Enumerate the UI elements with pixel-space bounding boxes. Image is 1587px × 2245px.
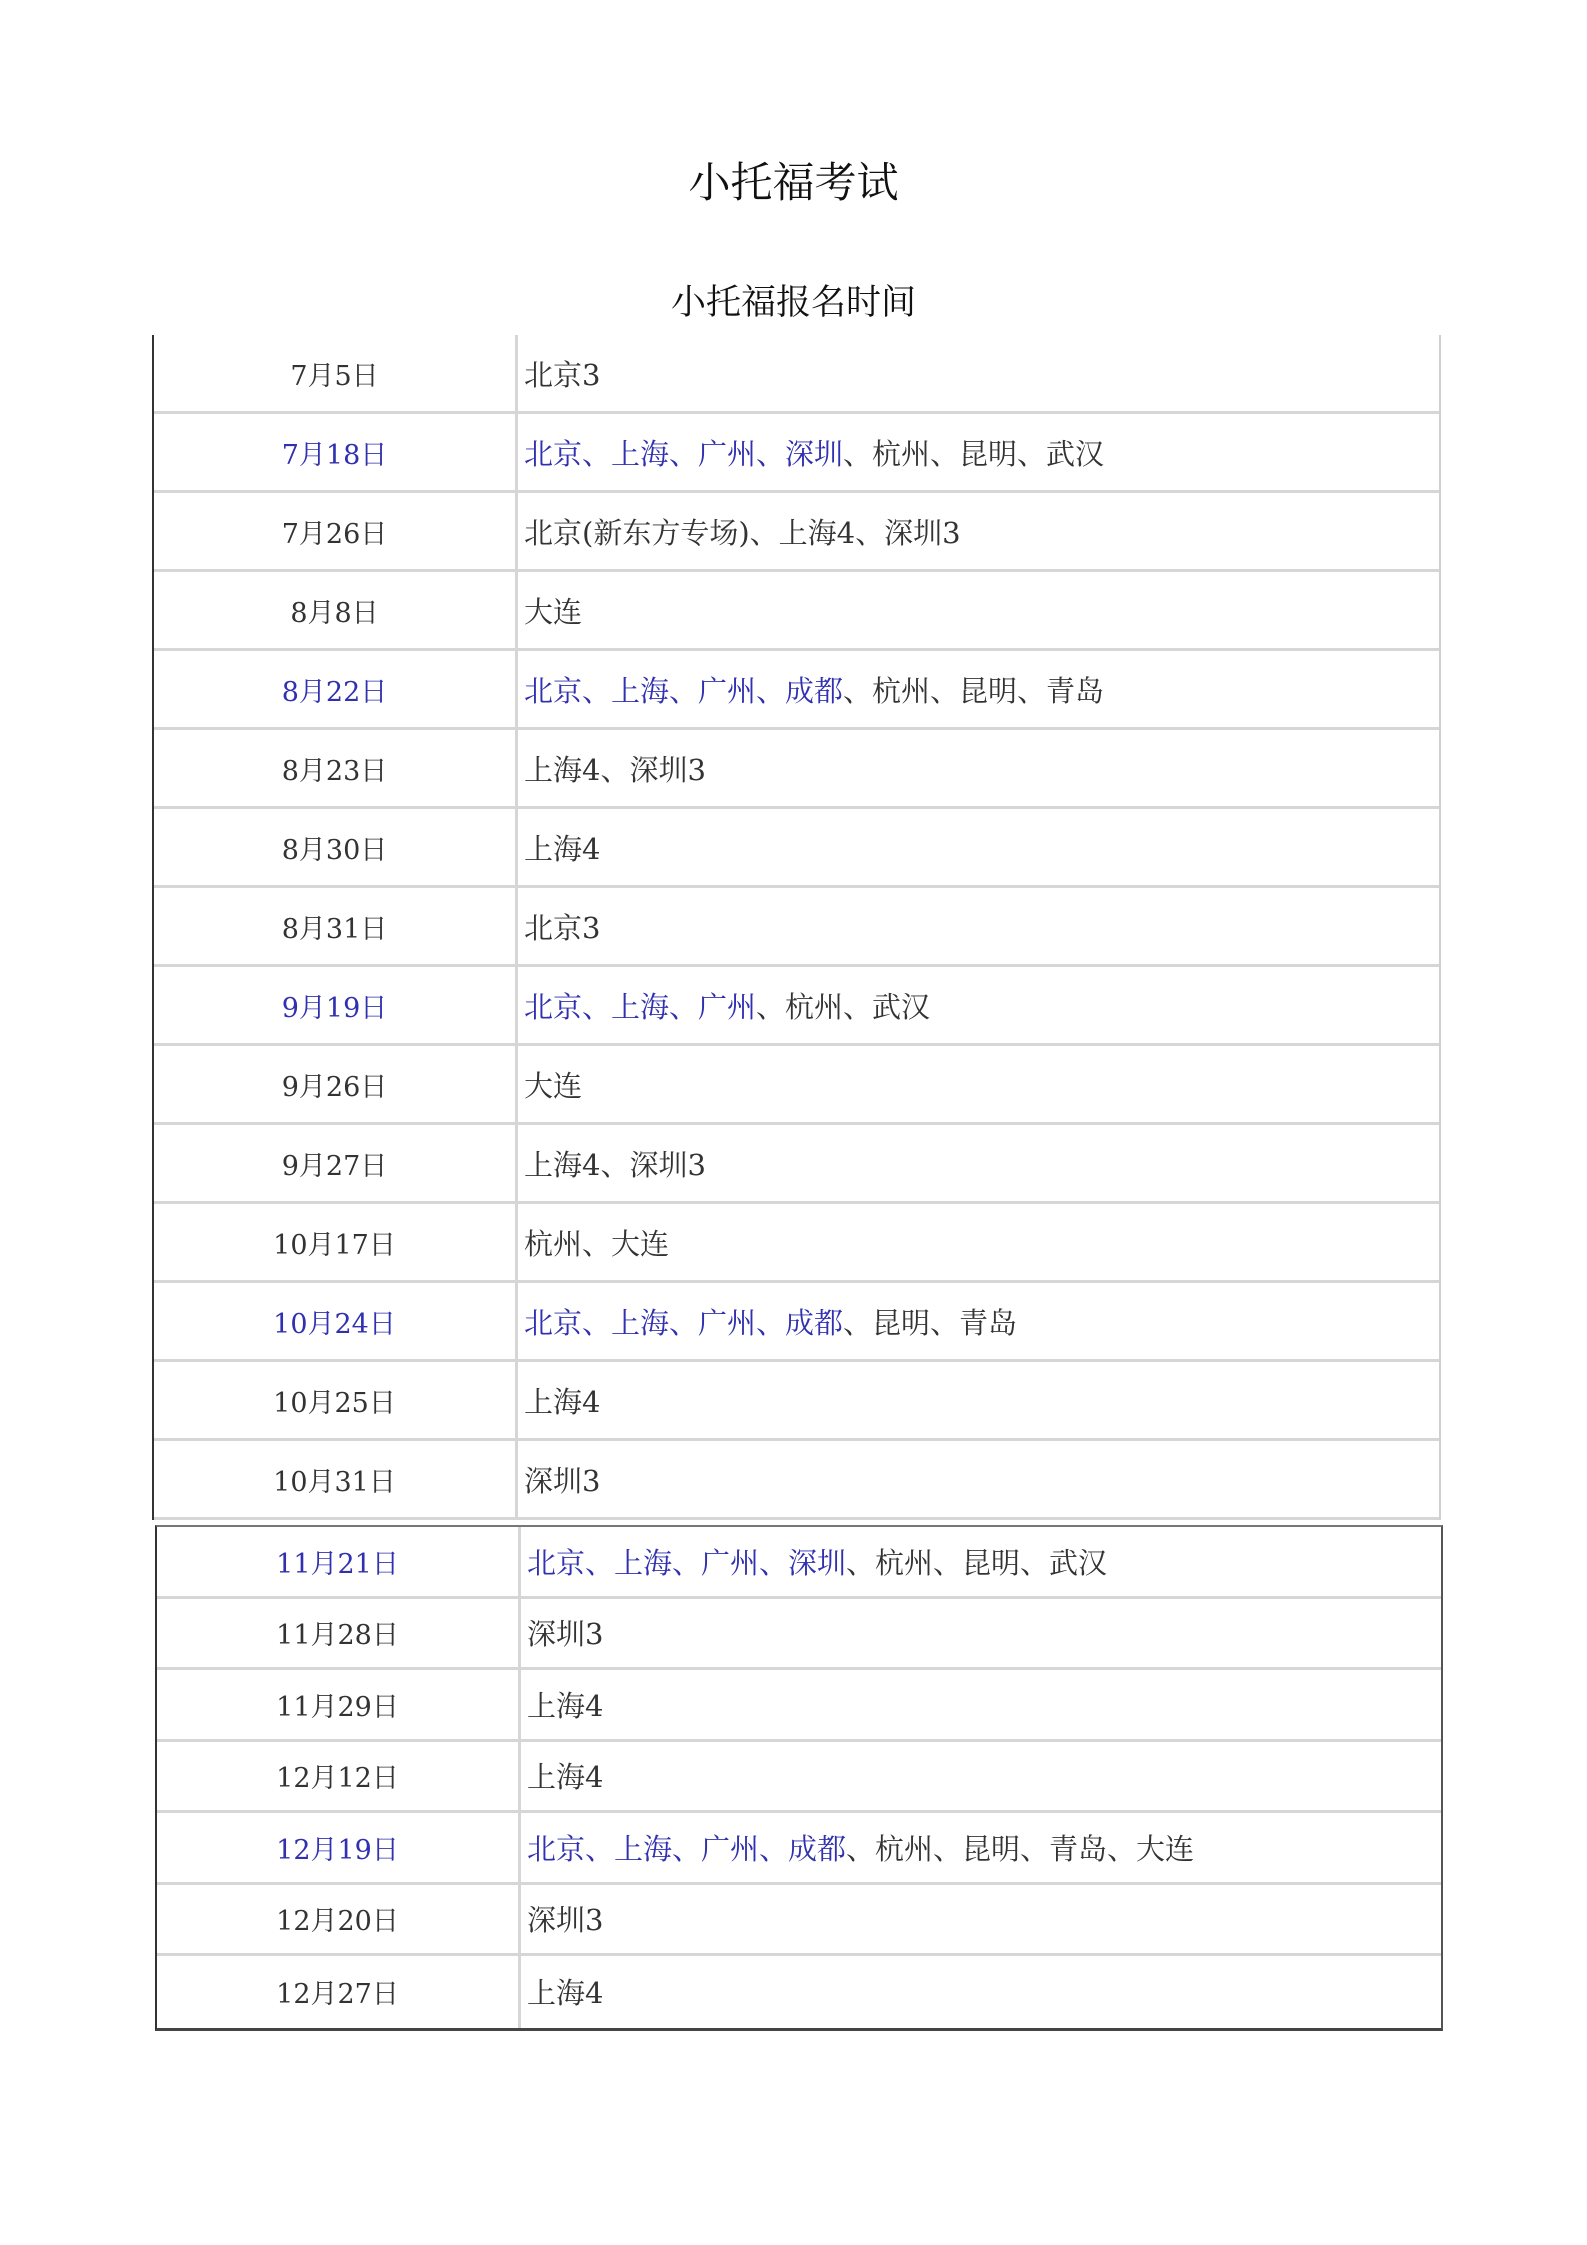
table-row [154, 493, 1439, 572]
cities-cell: 杭州、大连 [524, 1226, 670, 1261]
date-cell: 12月19日 [157, 1813, 521, 1882]
table-row [154, 572, 1439, 651]
date-cell: 7月26日 [154, 493, 518, 569]
cities-cell [521, 1813, 1441, 1882]
date-cell: 9月27日 [154, 1125, 518, 1201]
cities-cell: 深圳3 [527, 1903, 604, 1938]
cities-cell: 上海4 [524, 1384, 601, 1419]
date-cell: 9月26日 [154, 1046, 518, 1122]
date-cell: 12月27日 [157, 1956, 521, 2028]
highlighted-cities: 北京、上海、广州、成都 [524, 673, 844, 708]
date-cell: 10月24日 [154, 1283, 518, 1359]
date-cell: 12月12日 [157, 1742, 521, 1811]
date-cell: 7月18日 [154, 414, 518, 490]
cities-cell: 深圳3 [527, 1617, 604, 1652]
date-cell: 9月19日 [154, 967, 518, 1043]
table-row [154, 809, 1439, 888]
highlighted-cities: 北京、上海、广州、成都 [524, 1305, 844, 1340]
cities-cell: 大连 [524, 1068, 583, 1103]
highlighted-cities: 北京、上海、广州、深圳 [527, 1545, 847, 1580]
date-cell: 11月21日 [157, 1527, 521, 1596]
cities-cell: 上海4 [527, 1760, 604, 1795]
page-title: 小托福考试 [688, 158, 899, 207]
other-cities: 、昆明、青岛 [843, 1305, 1018, 1340]
table-row [154, 888, 1439, 967]
table-row [154, 1362, 1439, 1441]
date-cell: 8月22日 [154, 651, 518, 727]
table-row [154, 335, 1439, 414]
date-cell: 8月8日 [154, 572, 518, 648]
cities-cell: 上海4 [527, 1688, 604, 1723]
highlighted-cities: 北京、上海、广州、成都 [527, 1831, 847, 1866]
other-cities: 、杭州、昆明、武汉 [843, 436, 1105, 471]
cities-cell: 上海4 [527, 1976, 604, 2011]
table-row [154, 1046, 1439, 1125]
cities-cell: 北京3 [524, 357, 601, 392]
other-cities: 、杭州、昆明、武汉 [846, 1545, 1108, 1580]
table-row [154, 1441, 1439, 1520]
cities-cell: 上海4、深圳3 [524, 1147, 706, 1182]
table-row [157, 1956, 1441, 2028]
date-cell: 12月20日 [157, 1885, 521, 1954]
table-row [157, 1742, 1441, 1814]
highlighted-cities: 北京、上海、广州、深圳 [524, 436, 844, 471]
date-cell: 8月23日 [154, 730, 518, 806]
cities-cell [518, 651, 1439, 727]
table-row [157, 1885, 1441, 1957]
table-row [157, 1599, 1441, 1671]
schedule-table-1 [152, 335, 1441, 1520]
table-row [154, 1125, 1439, 1204]
other-cities: 、杭州、昆明、青岛 [843, 673, 1105, 708]
date-cell: 10月25日 [154, 1362, 518, 1438]
cities-cell [518, 967, 1439, 1043]
other-cities: 、杭州、昆明、青岛、大连 [846, 1831, 1195, 1866]
cities-cell [521, 1527, 1441, 1596]
date-cell: 10月31日 [154, 1441, 518, 1517]
schedule-table-2 [155, 1525, 1443, 2031]
other-cities: 、杭州、武汉 [756, 989, 931, 1024]
table-row [154, 1204, 1439, 1283]
table-row [154, 1283, 1439, 1362]
date-cell: 8月30日 [154, 809, 518, 885]
cities-cell [518, 1283, 1439, 1359]
table-row [154, 730, 1439, 809]
highlighted-cities: 北京、上海、广州 [524, 989, 757, 1024]
table-row [154, 967, 1439, 1046]
cities-cell: 深圳3 [524, 1463, 601, 1498]
date-cell: 11月28日 [157, 1599, 521, 1668]
table-row [157, 1670, 1441, 1742]
date-cell: 10月17日 [154, 1204, 518, 1280]
date-cell: 11月29日 [157, 1670, 521, 1739]
cities-cell: 北京3 [524, 910, 601, 945]
table-row [157, 1527, 1441, 1599]
cities-cell: 上海4 [524, 831, 601, 866]
cities-cell [518, 414, 1439, 490]
table-row [154, 651, 1439, 730]
date-cell: 8月31日 [154, 888, 518, 964]
cities-cell: 大连 [524, 594, 583, 629]
date-cell: 7月5日 [154, 335, 518, 411]
table-row [154, 414, 1439, 493]
section-title: 小托福报名时间 [670, 283, 916, 323]
cities-cell: 北京(新东方专场)、上海4、深圳3 [524, 515, 961, 550]
cities-cell: 上海4、深圳3 [524, 752, 706, 787]
table-row [157, 1813, 1441, 1885]
